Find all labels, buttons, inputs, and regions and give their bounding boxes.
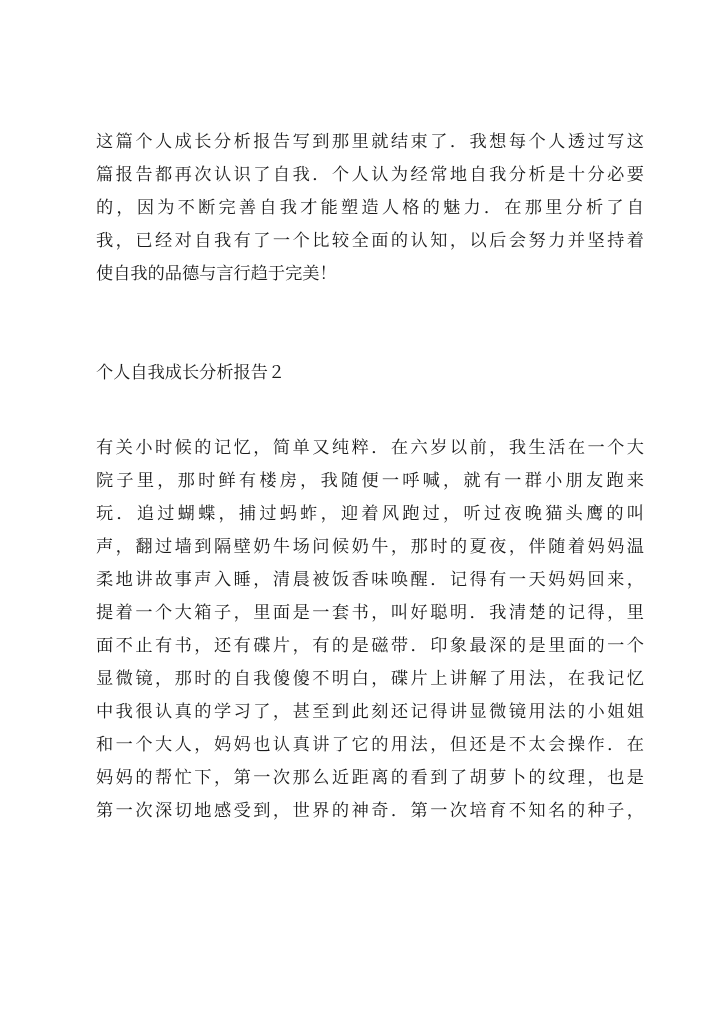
text-line: 的，因为不断完善自我才能塑造人格的魅力．在那里分析了自 [96, 198, 644, 218]
text-line: 妈妈的帮忙下，第一次那么近距离的看到了胡萝卜的纹理，也是 [96, 768, 644, 788]
text-line: 使自我的品德与言行趋于完美！ [96, 264, 337, 284]
text-line: 面不止有书，还有碟片，有的是磁带．印象最深的是里面的一个 [96, 636, 644, 656]
text-line: 玩．追过蝴蝶，捕过蚂蚱，迎着风跑过，听过夜晚猫头鹰的叫 [96, 504, 644, 524]
text-line: 显微镜，那时的自我傻傻不明白，碟片上讲解了用法，在我记忆 [96, 669, 644, 689]
text-line: 柔地讲故事声入睡，清晨被饭香味唤醒．记得有一天妈妈回来， [96, 570, 644, 590]
paragraph-childhood [96, 432, 644, 828]
text-line: 这篇个人成长分析报告写到那里就结束了．我想每个人透过写这 [96, 132, 644, 152]
section-heading [96, 357, 644, 390]
text-line: 和一个大人，妈妈也认真讲了它的用法，但还是不太会操作．在 [96, 735, 644, 755]
heading-text: 个人自我成长分析报告２ [96, 363, 286, 383]
text-line: 篇报告都再次认识了自我．个人认为经常地自我分析是十分必要 [96, 165, 644, 185]
text-line: 我，已经对自我有了一个比较全面的认知，以后会努力并坚持着 [96, 231, 644, 251]
text-line: 有关小时候的记忆，简单又纯粹．在六岁以前，我生活在一个大 [96, 438, 644, 458]
text-line: 提着一个大箱子，里面是一套书，叫好聪明．我清楚的记得，里 [96, 603, 644, 623]
text-line: 第一次深切地感受到，世界的神奇．第一次培育不知名的种子， [96, 801, 644, 821]
text-line: 中我很认真的学习了，甚至到此刻还记得讲显微镜用法的小姐姐 [96, 702, 644, 722]
text-line: 院子里，那时鲜有楼房，我随便一呼喊，就有一群小朋友跑来 [96, 471, 644, 491]
text-line: 声，翻过墙到隔壁奶牛场问候奶牛，那时的夏夜，伴随着妈妈温 [96, 537, 644, 557]
paragraph-conclusion [96, 126, 644, 291]
